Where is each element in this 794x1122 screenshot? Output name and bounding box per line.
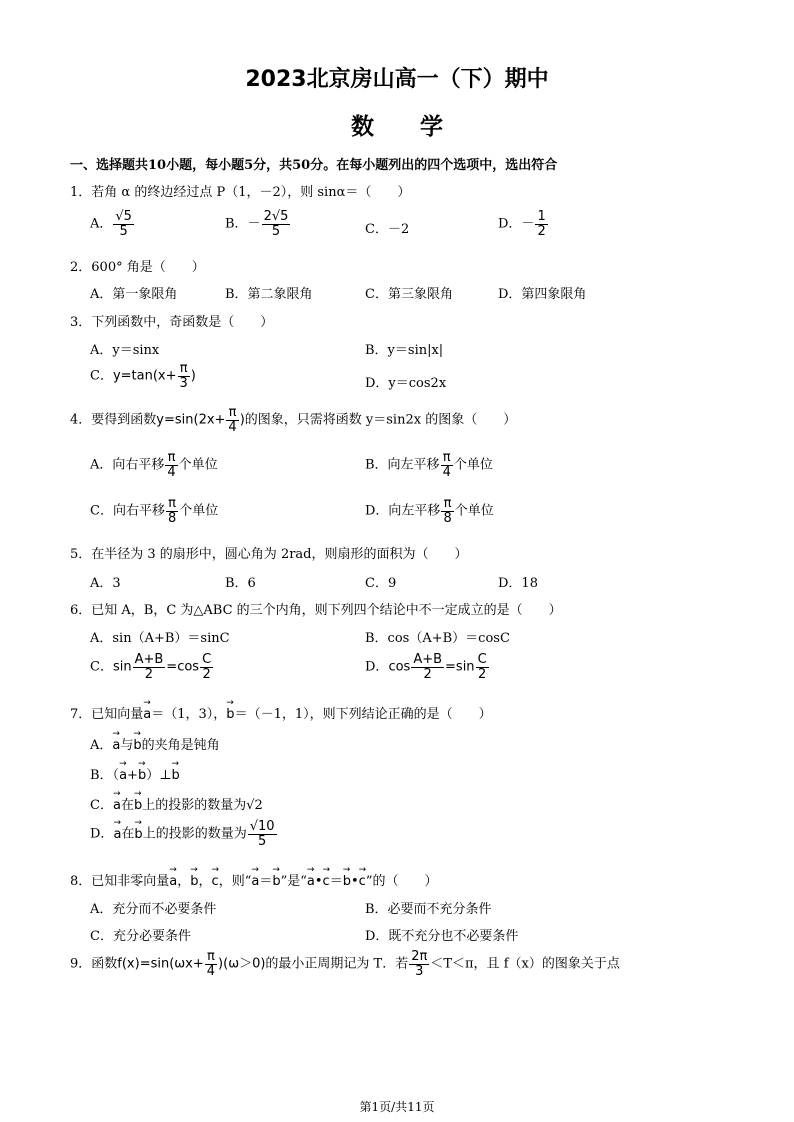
question-3-stem: 3．下列函数中，奇函数是（ ） — [70, 315, 274, 330]
q1-option-d: D．－ $\frac{1}{2}$ — [498, 209, 546, 239]
q1-option-b: B．－ $\frac{2√5}{5}$ — [225, 209, 289, 239]
q6-option-d: D．cos $\frac{A+B}{2}$ =sin $\frac{C}{2}$ — [365, 652, 487, 682]
q1-option-c: C．－2 — [365, 222, 410, 237]
q2-option-c: C．第三象限角 — [365, 287, 453, 302]
question-4-stem: 4．要得到函数y=sin(2x+ $\frac{\pi}{4}$ )的图象，只需将函数 y＝sin2x 的图象（ ） — [70, 405, 517, 435]
q6-option-a: A．sin（A+B）＝sinC — [90, 631, 230, 646]
q2-option-b: B．第二象限角 — [225, 287, 313, 302]
q8-option-c: C．充分必要条件 — [90, 929, 191, 944]
document-title: 2023北京房山高一（下）期中 — [245, 67, 549, 92]
q4-option-d: D．向左平移 $\frac{\pi}{8}$ 个单位 — [365, 496, 494, 526]
question-5-stem: 5．在半径为 3 的扇形中，圆心角为 2rad，则扇形的面积为（ ） — [70, 547, 468, 562]
question-2-stem: 2．600° 角是（ ） — [70, 260, 205, 275]
q3-option-c: C．y=tan(x+ $\frac{\pi}{3}$ ) — [90, 361, 196, 391]
q4-option-c: C．向右平移 $\frac{\pi}{8}$ 个单位 — [90, 496, 219, 526]
subject-title: 数 学 — [351, 114, 443, 140]
q3-option-a: A．y＝sinx — [90, 343, 160, 358]
q2-option-d: D．第四象限角 — [498, 287, 587, 302]
question-6-stem: 6．已知 A，B，C 为△ABC 的三个内角，则下列四个结论中不一定成立的是（ ） — [70, 603, 562, 618]
q6-option-c: C．sin $\frac{A+B}{2}$ =cos $\frac{C}{2}$ — [90, 652, 212, 682]
q5-option-c: C．9 — [365, 576, 397, 591]
q4-option-b: B．向左平移 $\frac{\pi}{4}$ 个单位 — [365, 450, 493, 480]
q7-option-a: A．→ a与→ b的夹角是钝角 — [90, 734, 220, 753]
q5-option-a: A．3 — [90, 576, 121, 591]
section-header: 一、选择题共10小题，每小题5分，共50分。在每小题列出的四个选项中，选出符合 — [70, 158, 558, 173]
q7-option-d: D．→ a在→ b上的投影的数量为 $\frac{√10}{5}$ — [90, 820, 278, 848]
question-1-stem: 1．若角 α 的终边经过点 P（1，－2），则 sinα＝（ ） — [70, 185, 411, 200]
q5-option-b: B．6 — [225, 576, 256, 591]
question-9-stem: 9．函数f(x)=sin(ωx+ $\frac{\pi}{4}$ )(ω＞0)的最小正周期记为 T．若 $\frac{2\pi}{3}$ ＜T＜π，且 f（x）的图象关于点 — [70, 949, 620, 979]
q7-option-c: C．→ a在→ b上的投影的数量为√2 — [90, 794, 263, 813]
question-8-stem: 8．已知非零向量→ a，→ b，→ c，则“→ a＝→ b”是“→ a•→ c＝→ b•→ c”的（ ） — [70, 870, 437, 889]
page-footer: 第1页/共11页 — [359, 1100, 435, 1114]
q8-option-d: D．既不充分也不必要条件 — [365, 929, 519, 944]
q2-option-a: A．第一象限角 — [90, 287, 178, 302]
q8-option-a: A．充分而不必要条件 — [90, 902, 217, 917]
question-7-stem: 7．已知向量→ a＝（1，3），→ b＝（－1，1），则下列结论正确的是（ ） — [70, 703, 492, 722]
q6-option-b: B．cos（A+B）＝cosC — [365, 631, 510, 646]
q3-option-d: D．y＝cos2x — [365, 376, 447, 391]
q3-option-b: B．y＝sin|x| — [365, 343, 444, 358]
q7-option-b: B．（→ a+→ b）⊥→ b — [90, 764, 180, 783]
q5-option-d: D．18 — [498, 576, 538, 591]
q4-option-a: A．向右平移 $\frac{\pi}{4}$ 个单位 — [90, 450, 218, 480]
q8-option-b: B．必要而不充分条件 — [365, 902, 492, 917]
q1-option-a: A． $\frac{√5}{5}$ — [90, 209, 132, 239]
